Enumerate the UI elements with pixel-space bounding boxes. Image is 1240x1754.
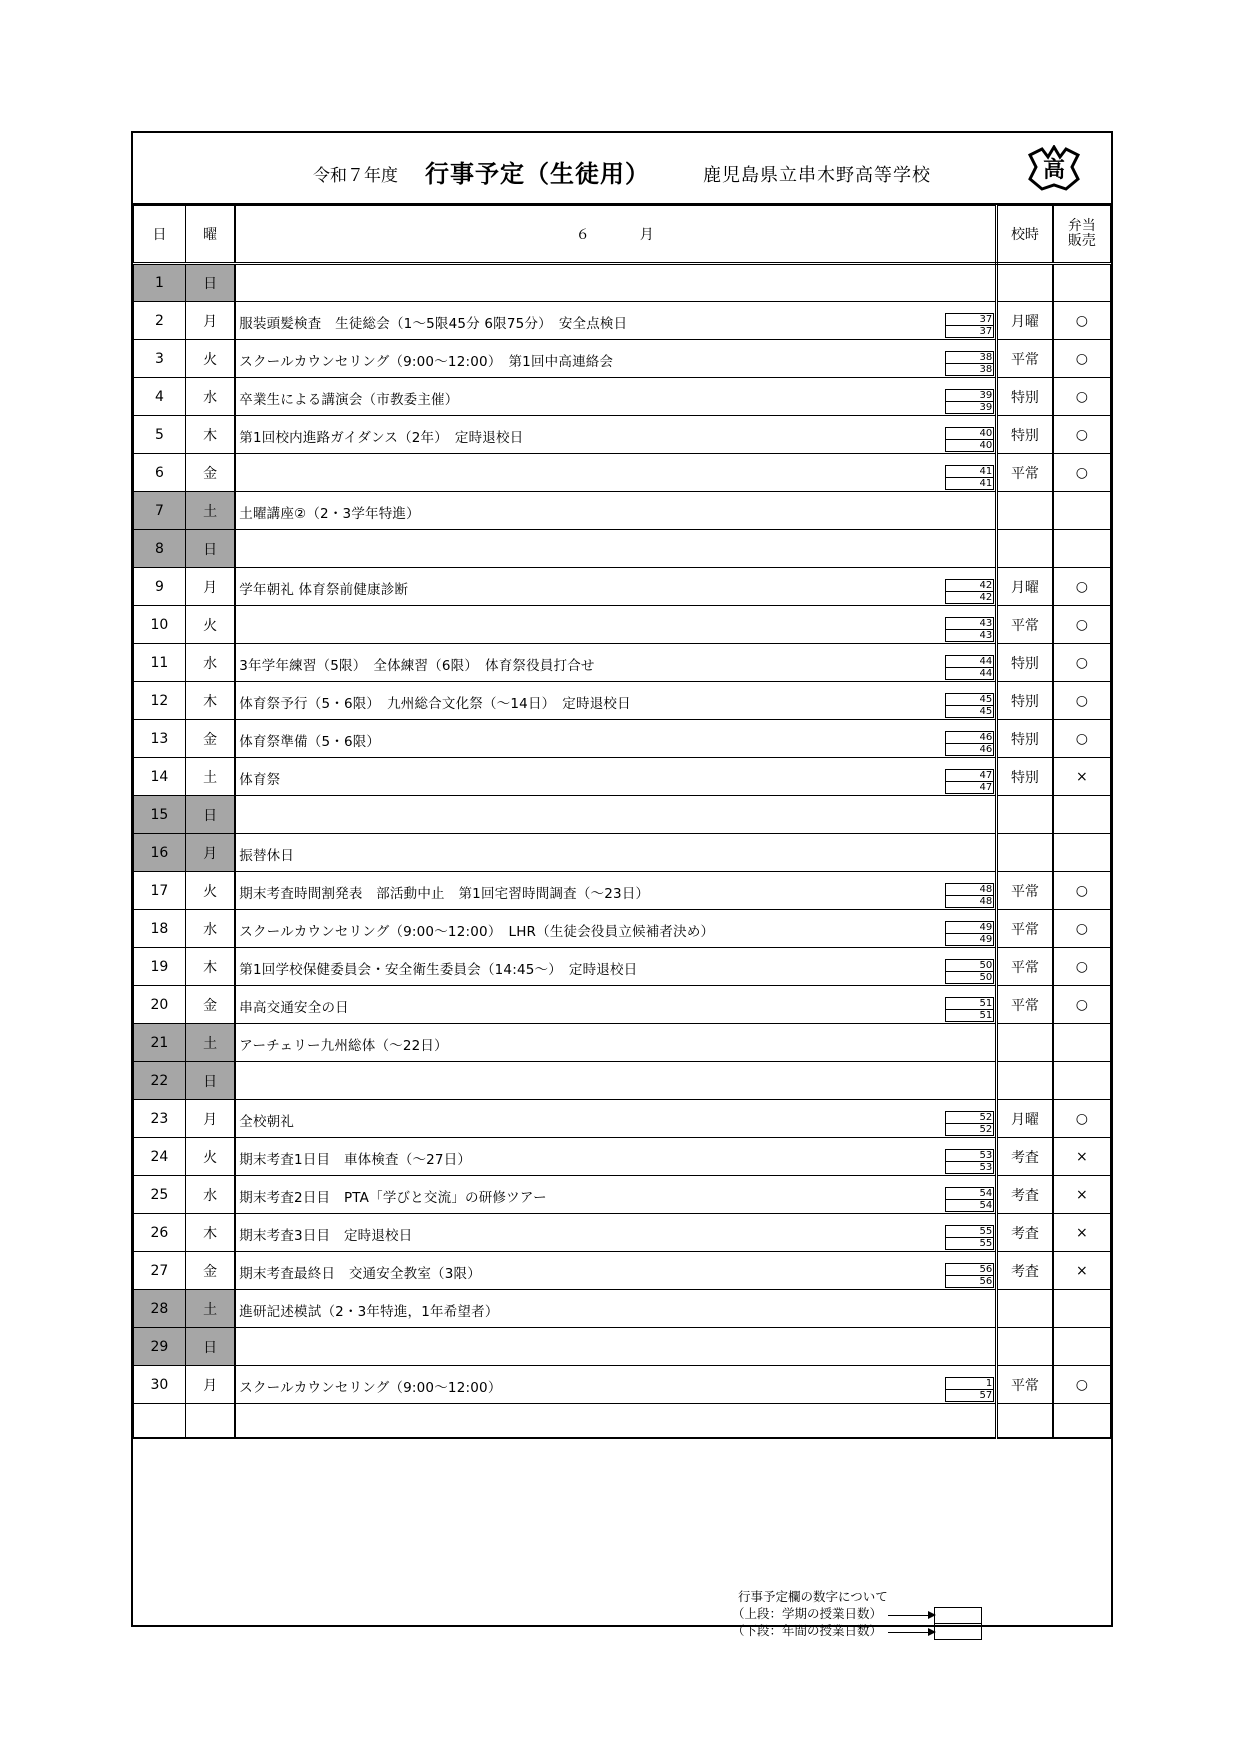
event-cell: [235, 1214, 997, 1252]
day-cell: 5: [134, 416, 186, 454]
period-cell: 平常: [997, 1366, 1053, 1404]
bento-cell: ○: [1053, 1366, 1111, 1404]
day-cell: 17: [134, 872, 186, 910]
event-cell: [235, 1138, 997, 1176]
weekday-cell: 金: [185, 1252, 235, 1290]
crest-label: 高: [1042, 158, 1066, 183]
bento-cell: ○: [1053, 986, 1111, 1024]
event-text: 全校朝礼: [239, 1114, 295, 1130]
bento-cell: [1053, 264, 1111, 302]
event-text: スクールカウンセリング（9:00～12:00） LHR（生徒会役員立候補者決め）: [239, 924, 715, 940]
period-cell: [997, 1290, 1053, 1328]
table-row: [134, 340, 1111, 378]
legend-lower-arrow-icon: [888, 1632, 934, 1633]
bento-cell: ○: [1053, 416, 1111, 454]
class-day-counter: [945, 731, 993, 755]
blank-cell: [185, 1404, 235, 1438]
bento-cell: ○: [1053, 568, 1111, 606]
annual-day-count: 42: [945, 591, 994, 604]
weekday-cell: 木: [185, 1214, 235, 1252]
col-month-header: ６ 月: [235, 206, 997, 264]
period-cell: [997, 264, 1053, 302]
term-day-count: 46: [945, 731, 994, 743]
event-cell: [235, 530, 997, 568]
day-cell: 25: [134, 1176, 186, 1214]
table-row: [134, 1100, 1111, 1138]
term-day-count: 43: [945, 617, 994, 629]
day-cell: 8: [134, 530, 186, 568]
event-cell: [235, 1062, 997, 1100]
class-day-counter: [945, 1149, 993, 1173]
class-day-counter: [945, 579, 993, 603]
weekday-cell: 金: [185, 986, 235, 1024]
event-text: 期末考査最終日 交通安全教室（3限）: [239, 1266, 481, 1282]
period-cell: 平常: [997, 910, 1053, 948]
col-dow-header: 曜: [185, 206, 235, 264]
day-cell: 20: [134, 986, 186, 1024]
event-text: 学年朝礼 体育祭前健康診断: [239, 582, 409, 598]
table-row: [134, 910, 1111, 948]
day-cell: 30: [134, 1366, 186, 1404]
event-text: スクールカウンセリング（9:00～12:00） 第1回中高連絡会: [239, 354, 614, 370]
weekday-cell: 火: [185, 340, 235, 378]
period-cell: 特別: [997, 644, 1053, 682]
event-text: 卒業生による講演会（市教委主催）: [239, 392, 459, 408]
bento-cell: [1053, 796, 1111, 834]
bento-cell: ○: [1053, 872, 1111, 910]
weekday-cell: 土: [185, 1024, 235, 1062]
term-day-count: 48: [945, 883, 994, 895]
weekday-cell: 日: [185, 530, 235, 568]
event-cell: [235, 1024, 997, 1062]
term-day-count: 38: [945, 351, 994, 363]
period-cell: [997, 1062, 1053, 1100]
table-row: [134, 1176, 1111, 1214]
table-row: [134, 834, 1111, 872]
weekday-cell: 金: [185, 454, 235, 492]
class-day-counter: [945, 1187, 993, 1211]
class-day-counter: [945, 959, 993, 983]
period-cell: [997, 530, 1053, 568]
weekday-cell: 水: [185, 644, 235, 682]
event-cell: [235, 492, 997, 530]
event-cell: [235, 720, 997, 758]
event-text: 振替休日: [239, 848, 295, 864]
day-cell: 11: [134, 644, 186, 682]
table-row: [134, 796, 1111, 834]
period-cell: 特別: [997, 378, 1053, 416]
event-cell: [235, 264, 997, 302]
weekday-cell: 水: [185, 910, 235, 948]
table-row: [134, 1252, 1111, 1290]
legend-title: 行事予定欄の数字について: [738, 1589, 888, 1604]
period-cell: 特別: [997, 758, 1053, 796]
class-day-counter: [945, 313, 993, 337]
class-day-counter: [945, 883, 993, 907]
class-day-counter: [945, 655, 993, 679]
table-row: [134, 1366, 1111, 1404]
bento-cell: ○: [1053, 340, 1111, 378]
annual-day-count: 40: [945, 439, 994, 452]
class-day-counter: [945, 389, 993, 413]
event-cell: [235, 1328, 997, 1366]
event-cell: [235, 644, 997, 682]
bento-cell: ○: [1053, 606, 1111, 644]
term-day-count: 41: [945, 465, 994, 477]
annual-day-count: 56: [945, 1275, 994, 1288]
term-day-count: 50: [945, 959, 994, 971]
weekday-cell: 日: [185, 1328, 235, 1366]
period-cell: 考査: [997, 1138, 1053, 1176]
weekday-cell: 金: [185, 720, 235, 758]
day-cell: 1: [134, 264, 186, 302]
period-cell: 平常: [997, 454, 1053, 492]
event-cell: [235, 416, 997, 454]
period-cell: 平常: [997, 986, 1053, 1024]
term-day-count: 54: [945, 1187, 994, 1199]
day-cell: 27: [134, 1252, 186, 1290]
event-text: 第1回校内進路ガイダンス（2年） 定時退校日: [239, 430, 524, 446]
class-day-counter: [945, 997, 993, 1021]
period-cell: 月曜: [997, 1100, 1053, 1138]
table-row: [134, 302, 1111, 340]
period-cell: 特別: [997, 720, 1053, 758]
term-day-count: 47: [945, 769, 994, 781]
weekday-cell: 火: [185, 1138, 235, 1176]
event-text: 期末考査3日目 定時退校日: [239, 1228, 413, 1244]
weekday-cell: 水: [185, 1176, 235, 1214]
annual-day-count: 54: [945, 1199, 994, 1212]
table-row: [134, 1214, 1111, 1252]
day-cell: 12: [134, 682, 186, 720]
legend-lower: （下段：年間の授業日数）: [732, 1623, 883, 1638]
weekday-cell: 日: [185, 264, 235, 302]
event-cell: [235, 454, 997, 492]
period-cell: [997, 1024, 1053, 1062]
schedule-table: [133, 205, 1111, 1439]
event-cell: [235, 378, 997, 416]
table-row: [134, 378, 1111, 416]
annual-day-count: 53: [945, 1161, 994, 1174]
table-row: [134, 568, 1111, 606]
weekday-cell: 月: [185, 1100, 235, 1138]
blank-row: [134, 1404, 1111, 1438]
class-day-counter: [945, 921, 993, 945]
table-row: [134, 264, 1111, 302]
annual-day-count: 46: [945, 743, 994, 756]
weekday-cell: 日: [185, 796, 235, 834]
event-text: 土曜講座②（2・3学年特進）: [239, 506, 420, 522]
day-cell: 9: [134, 568, 186, 606]
bento-cell: ×: [1053, 1214, 1111, 1252]
table-row: [134, 492, 1111, 530]
weekday-cell: 火: [185, 872, 235, 910]
table-row: [134, 948, 1111, 986]
day-cell: 15: [134, 796, 186, 834]
event-cell: [235, 302, 997, 340]
period-cell: [997, 834, 1053, 872]
event-cell: [235, 872, 997, 910]
annual-day-count: 39: [945, 401, 994, 414]
col-period-header: 校時: [997, 206, 1053, 264]
event-cell: [235, 682, 997, 720]
weekday-cell: 木: [185, 416, 235, 454]
period-cell: [997, 1328, 1053, 1366]
bento-cell: [1053, 1062, 1111, 1100]
table-row: [134, 872, 1111, 910]
col-bento-header: [1053, 206, 1111, 264]
bento-cell: ○: [1053, 378, 1111, 416]
bento-cell: [1053, 1328, 1111, 1366]
period-cell: 考査: [997, 1176, 1053, 1214]
bento-header-line2: 販売: [1067, 233, 1096, 249]
annual-day-count: 41: [945, 477, 994, 490]
bento-cell: ×: [1053, 758, 1111, 796]
annual-day-count: 47: [945, 781, 994, 794]
term-day-count: 51: [945, 997, 994, 1009]
period-cell: 月曜: [997, 302, 1053, 340]
event-text: 期末考査2日目 PTA「学びと交流」の研修ツアー: [239, 1190, 547, 1206]
event-cell: [235, 1366, 997, 1404]
term-day-count: 39: [945, 389, 994, 401]
annual-day-count: 55: [945, 1237, 994, 1250]
event-text: 体育祭予行（5・6限） 九州総合文化祭（～14日） 定時退校日: [239, 696, 631, 712]
table-row: [134, 758, 1111, 796]
bento-cell: ○: [1053, 948, 1111, 986]
school-name: 鹿児島県立串木野高等学校: [703, 165, 931, 186]
table-row: [134, 986, 1111, 1024]
day-cell: 28: [134, 1290, 186, 1328]
bento-cell: ×: [1053, 1176, 1111, 1214]
event-text: アーチェリー九州総体（～22日）: [239, 1038, 448, 1054]
legend-lower-box: [934, 1623, 982, 1640]
class-day-counter: [945, 769, 993, 793]
event-cell: [235, 568, 997, 606]
weekday-cell: 木: [185, 682, 235, 720]
period-cell: 月曜: [997, 568, 1053, 606]
event-text: 期末考査時間割発表 部活動中止 第1回宅習時間調査（～23日）: [239, 886, 650, 902]
event-cell: [235, 606, 997, 644]
weekday-cell: 月: [185, 568, 235, 606]
bento-cell: ○: [1053, 454, 1111, 492]
class-day-counter: [945, 351, 993, 375]
day-cell: 10: [134, 606, 186, 644]
event-cell: [235, 340, 997, 378]
day-cell: 4: [134, 378, 186, 416]
table-row: [134, 682, 1111, 720]
annual-day-count: 38: [945, 363, 994, 376]
bento-cell: [1053, 492, 1111, 530]
day-cell: 23: [134, 1100, 186, 1138]
term-day-count: 56: [945, 1263, 994, 1275]
event-text: 3年学年練習（5限） 全体練習（6限） 体育祭役員打合せ: [239, 658, 595, 674]
class-day-counter: [945, 1111, 993, 1135]
school-crest-icon: [1026, 145, 1082, 193]
class-day-counter: [945, 1225, 993, 1249]
weekday-cell: 土: [185, 492, 235, 530]
event-cell: [235, 834, 997, 872]
annual-day-count: 48: [945, 895, 994, 908]
legend-upper-arrow-icon: [888, 1615, 934, 1616]
class-day-counter: [945, 1377, 993, 1401]
event-text: 串高交通安全の日: [239, 1000, 349, 1016]
table-row: [134, 1024, 1111, 1062]
term-day-count: 44: [945, 655, 994, 667]
term-day-count: 49: [945, 921, 994, 933]
event-cell: [235, 986, 997, 1024]
period-cell: 考査: [997, 1214, 1053, 1252]
event-text: 期末考査1日目 車体検査（～27日）: [239, 1152, 472, 1168]
event-text: 体育祭: [239, 772, 281, 788]
annual-day-count: 51: [945, 1009, 994, 1022]
event-cell: [235, 758, 997, 796]
event-text: スクールカウンセリング（9:00～12:00）: [239, 1380, 502, 1396]
weekday-cell: 月: [185, 302, 235, 340]
annual-day-count: 37: [945, 325, 994, 338]
table-row: [134, 530, 1111, 568]
day-cell: 16: [134, 834, 186, 872]
bento-cell: ○: [1053, 644, 1111, 682]
table-row: [134, 1290, 1111, 1328]
event-cell: [235, 1176, 997, 1214]
term-day-count: 55: [945, 1225, 994, 1237]
period-cell: 特別: [997, 416, 1053, 454]
day-cell: 18: [134, 910, 186, 948]
annual-day-count: 43: [945, 629, 994, 642]
day-cell: 26: [134, 1214, 186, 1252]
weekday-cell: 土: [185, 1290, 235, 1328]
header-row: [134, 206, 1111, 264]
event-text: 体育祭準備（5・6限）: [239, 734, 381, 750]
table-row: [134, 454, 1111, 492]
bento-cell: ○: [1053, 682, 1111, 720]
table-row: [134, 1062, 1111, 1100]
annual-day-count: 52: [945, 1123, 994, 1136]
day-cell: 7: [134, 492, 186, 530]
event-cell: [235, 910, 997, 948]
period-cell: [997, 492, 1053, 530]
class-day-counter: [945, 617, 993, 641]
title-bar: [133, 133, 1111, 205]
blank-cell: [235, 1404, 997, 1438]
schedule-sheet: [131, 131, 1113, 1638]
period-cell: 平常: [997, 340, 1053, 378]
event-cell: [235, 1290, 997, 1328]
event-cell: [235, 796, 997, 834]
bento-cell: ○: [1053, 910, 1111, 948]
bento-cell: [1053, 530, 1111, 568]
col-day-header: 日: [134, 206, 186, 264]
term-day-count: 52: [945, 1111, 994, 1123]
annual-day-count: 50: [945, 971, 994, 984]
term-day-count: 1: [945, 1377, 994, 1389]
day-cell: 24: [134, 1138, 186, 1176]
annual-day-count: 45: [945, 705, 994, 718]
legend-upper-box: [934, 1607, 982, 1624]
event-text: 進研記述模試（2・3年特進，1年希望者）: [239, 1304, 499, 1320]
table-row: [134, 1138, 1111, 1176]
period-cell: 平常: [997, 948, 1053, 986]
annual-day-count: 44: [945, 667, 994, 680]
period-cell: 平常: [997, 606, 1053, 644]
table-row: [134, 644, 1111, 682]
day-cell: 22: [134, 1062, 186, 1100]
weekday-cell: 木: [185, 948, 235, 986]
weekday-cell: 火: [185, 606, 235, 644]
event-cell: [235, 948, 997, 986]
term-day-count: 37: [945, 313, 994, 325]
table-row: [134, 606, 1111, 644]
table-row: [134, 720, 1111, 758]
bento-cell: ×: [1053, 1252, 1111, 1290]
period-cell: 平常: [997, 872, 1053, 910]
legend-upper: （上段：学期の授業日数）: [732, 1606, 883, 1621]
annual-day-count: 49: [945, 933, 994, 946]
weekday-cell: 日: [185, 1062, 235, 1100]
day-cell: 2: [134, 302, 186, 340]
annual-day-count: 57: [945, 1389, 994, 1402]
table-row: [134, 1328, 1111, 1366]
event-cell: [235, 1100, 997, 1138]
period-cell: [997, 796, 1053, 834]
day-cell: 6: [134, 454, 186, 492]
day-cell: 21: [134, 1024, 186, 1062]
day-cell: 19: [134, 948, 186, 986]
page-title: 行事予定（生徒用）: [425, 160, 650, 188]
blank-cell: [1053, 1404, 1111, 1438]
bento-cell: ○: [1053, 302, 1111, 340]
term-day-count: 40: [945, 427, 994, 439]
bento-cell: [1053, 834, 1111, 872]
bento-cell: ○: [1053, 1100, 1111, 1138]
term-day-count: 45: [945, 693, 994, 705]
event-cell: [235, 1252, 997, 1290]
bento-header-line1: 弁当: [1067, 218, 1096, 234]
weekday-cell: 月: [185, 1366, 235, 1404]
bento-cell: ×: [1053, 1138, 1111, 1176]
class-day-counter: [945, 693, 993, 717]
bento-cell: [1053, 1024, 1111, 1062]
weekday-cell: 土: [185, 758, 235, 796]
period-cell: 特別: [997, 682, 1053, 720]
class-day-counter: [945, 1263, 993, 1287]
bento-cell: [1053, 1290, 1111, 1328]
day-cell: 3: [134, 340, 186, 378]
term-day-count: 53: [945, 1149, 994, 1161]
blank-cell: [997, 1404, 1053, 1438]
class-day-counter: [945, 465, 993, 489]
class-day-counter: [945, 427, 993, 451]
table-row: [134, 416, 1111, 454]
weekday-cell: 水: [185, 378, 235, 416]
day-cell: 13: [134, 720, 186, 758]
event-text: 服装頭髪検査 生徒総会（1～5限45分 6限75分） 安全点検日: [239, 316, 628, 332]
blank-cell: [134, 1404, 186, 1438]
day-cell: 29: [134, 1328, 186, 1366]
period-cell: 考査: [997, 1252, 1053, 1290]
fiscal-year: 令和７年度: [313, 166, 398, 186]
bento-cell: ○: [1053, 720, 1111, 758]
weekday-cell: 月: [185, 834, 235, 872]
event-text: 第1回学校保健委員会・安全衛生委員会（14:45～） 定時退校日: [239, 962, 638, 978]
day-cell: 14: [134, 758, 186, 796]
term-day-count: 42: [945, 579, 994, 591]
